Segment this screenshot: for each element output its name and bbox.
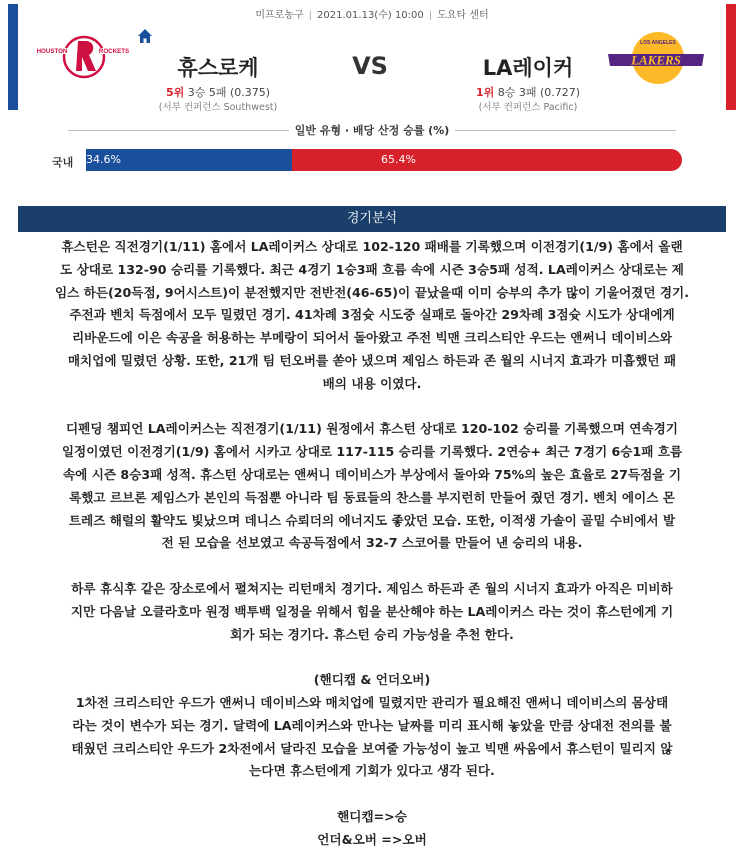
analysis-line: 매치업에 밀렸던 상황. 또한, 21개 팀 턴오버를 쏟아 냈으며 제임스 하든과 존 월의 시너지 효과가 미흡했던 패	[67, 352, 677, 368]
paragraph-gap	[8, 555, 736, 578]
away-record	[438, 84, 618, 100]
away-team-name: LA레이커	[482, 56, 574, 80]
home-conference: (서부 컨퍼런스 Southwest)	[158, 102, 278, 113]
analysis-line: 속에 시즌 8승3패 성적. 휴스턴 상대로는 앤써니 데이비스가 부상에서 돌아와 75%의 높은 효율로 27득점을 기	[63, 466, 681, 482]
home-record	[128, 84, 308, 100]
betting-title: 일반 유형 · 배당 산정 승률 (%)	[0, 122, 744, 138]
analysis-line: 리바운드에 이은 속공을 허용하는 부메랑이 되어서 돌아왔고 주전 빅맨 크리스티안 우드는 앤써니 데이비스와	[71, 330, 673, 346]
analysis-line: 지만 다음날 오클라호마 원정 백투백 일정을 위해서 힘을 분산해야 하는 LA레이커스 라는 것이 휴스턴에게 기	[70, 603, 674, 619]
match-datetime: 2021.01.13(수) 10:00	[317, 10, 424, 21]
analysis-line: 주전과 벤치 득점에서 모두 밀렸던 경기. 41차례 3점슛 시도중 실패로 돌아간 29차례 3점슛 시도가 상대에게	[69, 307, 675, 323]
analysis-line: 휴스턴은 직전경기(1/11) 홈에서 LA레이커스 상대로 102-120 패배를 기록했으며 이전경기(1/9) 홈에서 올랜	[61, 239, 683, 254]
betting-row-label: 국내	[52, 156, 74, 169]
analysis-line: 트레즈 해럴의 활약도 빛났으며 데니스 슈뢰더의 에너지도 좋았던 모습. 또한, 이적생 가솔이 골밑 수비에서 발	[68, 512, 676, 528]
away-team-logo	[606, 30, 706, 86]
analysis-line: 전 된 모습을 선보였고 속공득점에서 32-7 스코어를 만들어 낸 승리의 내용.	[161, 535, 583, 551]
home-team-name: 휴스로케	[177, 56, 259, 80]
analysis-line: 디펜딩 챔피언 LA레이커스는 직전경기(1/11) 원정에서 휴스턴 상대로 120-102 승리를 기록했으며 연속경기	[66, 421, 678, 437]
paragraph-gap	[8, 396, 736, 419]
league-label: 미프로농구	[255, 10, 304, 21]
analysis-article	[8, 236, 736, 852]
away-rank: 1위	[475, 86, 495, 99]
home-rank: 5위	[165, 86, 185, 99]
analysis-line: 도 상대로 132-90 승리를 기록했다. 최근 4경기 1승3패 흐름 속에 시즌 3승5패 성적. LA레이커스 상대로는 제	[60, 261, 684, 277]
analysis-line: 배의 내용 이였다.	[322, 375, 422, 391]
analysis-line: 태웠던 크리스티안 우드가 2차전에서 달라진 모습을 보여줄 가능성이 높고 빅맨 싸움에서 휴스턴이 밀리지 않	[71, 740, 673, 756]
svg-text:HOUSTON: HOUSTON	[36, 48, 68, 55]
svg-text:ROCKETS: ROCKETS	[98, 48, 130, 55]
analysis-line: (핸디캡 & 언더오버)	[313, 672, 431, 688]
analysis-line: 는다면 휴스턴에게 기회가 있다고 생각 된다.	[249, 763, 495, 779]
away-probability-value: 65.4%	[381, 153, 416, 166]
analysis-line: 일정이였던 이전경기(1/9) 홈에서 시카고 상대로 117-115 승리를 기록했다. 2연승+ 최근 7경기 6승1패 흐름	[61, 444, 683, 460]
home-win-loss: 3승 5패 (0.375)	[187, 86, 271, 99]
analysis-line: 언더&오버 =>오버	[317, 831, 427, 847]
svg-text:LOS ANGELES: LOS ANGELES	[640, 40, 676, 46]
analysis-section-header: 경기분석	[18, 206, 726, 232]
away-win-loss: 8승 3패 (0.727)	[497, 86, 581, 99]
analysis-line: 하루 휴식후 같은 장소로에서 펼쳐지는 리턴매치 경기다. 제임스 하든과 존 월의 시너지 효과가 아직은 미비하	[71, 580, 673, 596]
analysis-line: 임스 하든(20득점, 9어시스트)이 분전했지만 전반전(46-65)이 끝났을때 이미 승부의 추가 많이 기울어졌던 경기.	[54, 284, 689, 300]
home-team-logo	[34, 35, 130, 79]
vs-label: VS	[352, 52, 388, 80]
analysis-line: 라는 것이 변수가 되는 경기. 달력에 LA레이커스와 만나는 날짜를 미리 표시해 놓았을 만큼 상대전 전의를 불	[72, 717, 672, 733]
home-probability-value: 34.6%	[86, 153, 121, 166]
analysis-line: 핸디캡=>승	[337, 808, 407, 824]
paragraph-gap	[8, 783, 736, 806]
svg-text:LAKERS: LAKERS	[631, 52, 681, 68]
analysis-line: 록했고 르브론 제임스가 본인의 득점뿐 아니라 팀 동료들의 찬스를 부지런히 만들어 줬던 경기. 벤치 에이스 몬	[69, 489, 675, 505]
match-venue: 도요타 센터	[437, 10, 489, 21]
analysis-line: 회가 되는 경기다. 휴스턴 승리 가능성을 추천 한다.	[230, 626, 514, 642]
paragraph-gap	[8, 646, 736, 669]
home-icon	[137, 28, 153, 44]
match-meta: 미프로농구 | 2021.01.13(수) 10:00 | 도요타 센터	[0, 6, 744, 21]
away-conference: (서부 컨퍼런스 Pacific)	[478, 102, 578, 113]
analysis-line: 1차전 크리스티안 우드가 앤써니 데이비스와 매치업에 밀렸지만 관리가 필요해진 앤써니 데이비스의 몸상태	[75, 694, 669, 710]
